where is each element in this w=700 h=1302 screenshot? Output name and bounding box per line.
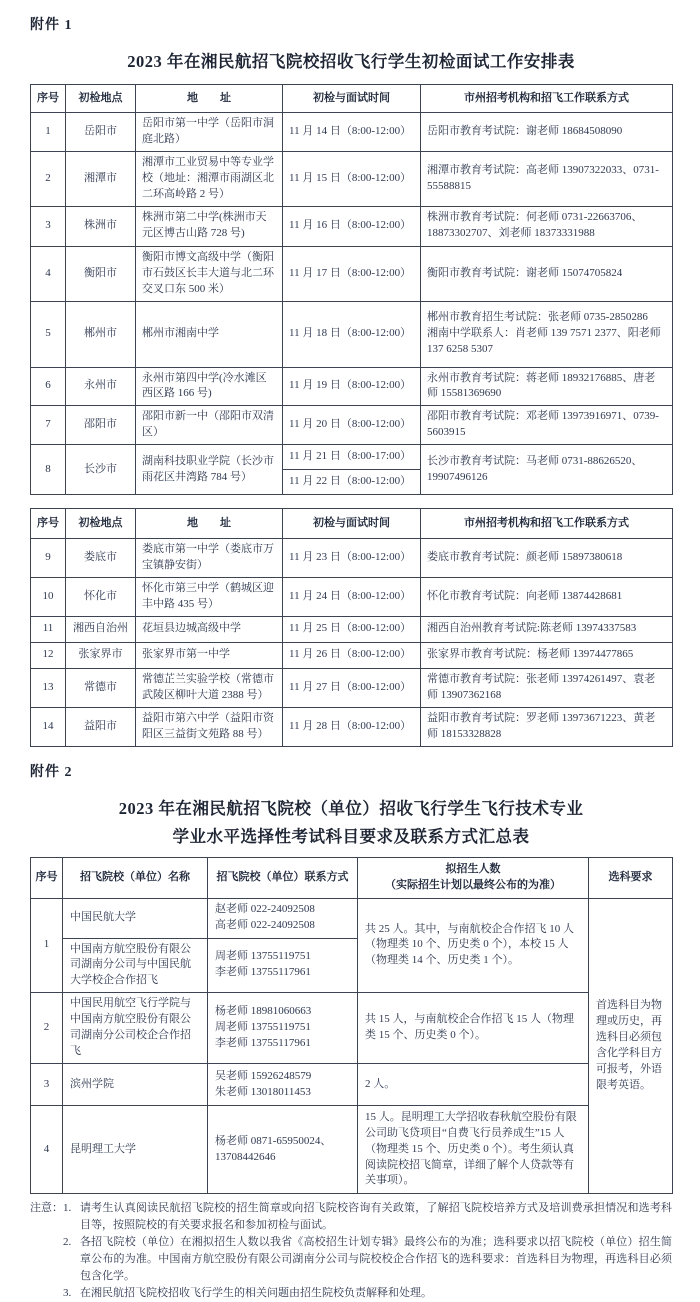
cell-no: 8 bbox=[31, 445, 66, 495]
contact-line: 杨老师 18981060663 bbox=[215, 1005, 312, 1018]
notes-list bbox=[63, 1200, 672, 1302]
cell-address: 株洲市第二中学(株洲市天元区博古山路 728 号) bbox=[136, 206, 283, 246]
cell-time: 11 月 25 日（8:00-12:00） bbox=[283, 616, 421, 642]
cell-place: 邵阳市 bbox=[66, 406, 136, 445]
cell-address: 益阳市第六中学（益阳市资阳区三益街文苑路 88 号） bbox=[136, 707, 283, 746]
cell-contact: 张家界市教育考试院：杨老师 13974477865 bbox=[421, 642, 673, 668]
time-slot-2: 11 月 22 日（8:00-12:00） bbox=[289, 475, 412, 488]
cell-no: 4 bbox=[31, 246, 66, 301]
cell-college-name: 中国民用航空飞行学院与中国南方航空股份有限公司湖南分公司校企合作招飞 bbox=[63, 993, 208, 1064]
note-number: 1. bbox=[63, 1202, 72, 1215]
table-row bbox=[31, 406, 673, 445]
table-header-row bbox=[31, 509, 673, 539]
table-row bbox=[31, 301, 673, 367]
cell-place: 娄底市 bbox=[66, 539, 136, 578]
header-cell-address: 地 址 bbox=[136, 85, 283, 113]
cell-address: 张家界市第一中学 bbox=[136, 642, 283, 668]
note-number: 2. bbox=[63, 1236, 72, 1249]
cell-address: 郴州市湘南中学 bbox=[136, 301, 283, 367]
cell-contact: 怀化市教育考试院：向老师 13874428681 bbox=[421, 578, 673, 617]
cell-elective-requirement: 首选科目为物理或历史，再选科目必须包含化学科目方可报考，外语限考英语。 bbox=[589, 898, 673, 1194]
cell-no: 1 bbox=[31, 898, 63, 993]
note-number: 3. bbox=[63, 1287, 72, 1300]
table-row bbox=[31, 707, 673, 746]
attachment-1-label: 附件 1 bbox=[30, 18, 73, 33]
header-cell-time: 初检与面试时间 bbox=[283, 509, 421, 539]
time-slot-1: 11 月 21 日（8:00-17:00） bbox=[283, 445, 420, 470]
table-row bbox=[31, 668, 673, 707]
cell-time: 11 月 26 日（8:00-12:00） bbox=[283, 642, 421, 668]
cell-college-contact bbox=[208, 938, 358, 993]
header-cell-elective: 选科要求 bbox=[589, 857, 673, 898]
cell-address: 怀化市第三中学（鹤城区迎丰中路 435 号） bbox=[136, 578, 283, 617]
header-cell-college-name: 招飞院校（单位）名称 bbox=[63, 857, 208, 898]
contact-line: 李老师 13755117961 bbox=[215, 1037, 311, 1050]
table-row bbox=[31, 898, 673, 938]
cell-time-split bbox=[283, 445, 421, 495]
table-header-row bbox=[31, 857, 673, 898]
header-cell-quota bbox=[358, 857, 589, 898]
header-cell-time: 初检与面试时间 bbox=[283, 85, 421, 113]
header-cell-place: 初检地点 bbox=[66, 85, 136, 113]
cell-no: 2 bbox=[31, 151, 66, 206]
table-row bbox=[31, 578, 673, 617]
cell-address: 永州市第四中学(冷水滩区西区路 166 号) bbox=[136, 367, 283, 406]
cell-place: 湘潭市 bbox=[66, 151, 136, 206]
schedule-table-1 bbox=[30, 84, 673, 495]
table-row bbox=[31, 1106, 673, 1194]
table-row bbox=[31, 367, 673, 406]
cell-college-name: 滨州学院 bbox=[63, 1064, 208, 1106]
cell-place: 张家界市 bbox=[66, 642, 136, 668]
cell-contact: 益阳市教育考试院：罗老师 13973671223、黄老师 18153328828 bbox=[421, 707, 673, 746]
cell-address: 衡阳市博文高级中学（衡阳市石鼓区长丰大道与北二环交叉口东 500 米） bbox=[136, 246, 283, 301]
table-row bbox=[31, 616, 673, 642]
header-cell-no: 序号 bbox=[31, 857, 63, 898]
cell-college-contact bbox=[208, 993, 358, 1064]
cell-place: 湘西自治州 bbox=[66, 616, 136, 642]
cell-no: 13 bbox=[31, 668, 66, 707]
header-cell-college-contact: 招飞院校（单位）联系方式 bbox=[208, 857, 358, 898]
attachment-2-label: 附件 2 bbox=[30, 764, 73, 780]
cell-time: 11 月 17 日（8:00-12:00） bbox=[283, 246, 421, 301]
cell-college-contact bbox=[208, 898, 358, 938]
cell-address: 岳阳市第一中学（岳阳市洞庭北路） bbox=[136, 113, 283, 152]
cell-quota: 共 15 人，与南航校企合作招飞 15 人（物理类 15 个、历史类 0 个）。 bbox=[358, 993, 589, 1064]
cell-quota: 共 25 人。其中，与南航校企合作招飞 10 人（物理类 10 个、历史类 0 个），本校 15 人（物理类 14 个、历史类 1 个）。 bbox=[358, 898, 589, 993]
cell-contact: 湘西自治州教育考试院:陈老师 13974337583 bbox=[421, 616, 673, 642]
cell-quota: 2 人。 bbox=[358, 1064, 589, 1106]
cell-time: 11 月 18 日（8:00-12:00） bbox=[283, 301, 421, 367]
cell-contact: 株洲市教育考试院：何老师 0731-22663706、18873302707、刘老师 18373331988 bbox=[421, 206, 673, 246]
table-row bbox=[31, 993, 673, 1064]
cell-no: 3 bbox=[31, 1064, 63, 1106]
cell-contact: 常德市教育考试院：张老师 13974261497、袁老师 13907362168 bbox=[421, 668, 673, 707]
header-cell-contact: 市州招考机构和招飞工作联系方式 bbox=[421, 509, 673, 539]
table-header-row bbox=[31, 85, 673, 113]
schedule-table-2 bbox=[30, 508, 673, 747]
cell-contact: 岳阳市教育考试院：谢老师 18684508090 bbox=[421, 113, 673, 152]
cell-address: 花垣县边城高级中学 bbox=[136, 616, 283, 642]
cell-no: 6 bbox=[31, 367, 66, 406]
cell-place: 岳阳市 bbox=[66, 113, 136, 152]
cell-place: 永州市 bbox=[66, 367, 136, 406]
cell-place: 怀化市 bbox=[66, 578, 136, 617]
cell-time: 11 月 28 日（8:00-12:00） bbox=[283, 707, 421, 746]
cell-address: 娄底市第一中学（娄底市万宝镇静安街） bbox=[136, 539, 283, 578]
table-gap bbox=[30, 495, 672, 508]
header-cell-contact: 市州招考机构和招飞工作联系方式 bbox=[421, 85, 673, 113]
cell-place: 常德市 bbox=[66, 668, 136, 707]
contact-line: 朱老师 13018011453 bbox=[215, 1085, 311, 1098]
cell-address: 常德芷兰实验学校（常德市武陵区柳叶大道 2388 号） bbox=[136, 668, 283, 707]
note-item bbox=[63, 1234, 672, 1285]
summary-table-title-line2: 学业水平选择性考试科目要求及联系方式汇总表 bbox=[172, 826, 530, 846]
cell-no: 9 bbox=[31, 539, 66, 578]
table-row bbox=[31, 1064, 673, 1106]
cell-contact: 娄底市教育考试院：颜老师 15897380618 bbox=[421, 539, 673, 578]
cell-address: 邵阳市新一中（邵阳市双清区） bbox=[136, 406, 283, 445]
cell-no: 11 bbox=[31, 616, 66, 642]
cell-address: 湖南科技职业学院（长沙市雨花区井湾路 784 号） bbox=[136, 445, 283, 495]
table-row bbox=[31, 151, 673, 206]
contact-line: 周老师 13755119751 bbox=[215, 1021, 311, 1034]
note-item bbox=[63, 1200, 672, 1234]
quota-header-line1: 拟招生人数 bbox=[445, 862, 501, 875]
schedule-table-title: 2023 年在湘民航招飞院校招收飞行学生初检面试工作安排表 bbox=[127, 52, 575, 71]
cell-time: 11 月 16 日（8:00-12:00） bbox=[283, 206, 421, 246]
cell-address: 湘潭市工业贸易中等专业学校（地址：湘潭市雨湖区北二环高岭路 2 号） bbox=[136, 151, 283, 206]
cell-place: 长沙市 bbox=[66, 445, 136, 495]
cell-no: 14 bbox=[31, 707, 66, 746]
quota-header-line2: （实际招生计划以最终公布的为准） bbox=[385, 878, 561, 891]
cell-time: 11 月 24 日（8:00-12:00） bbox=[283, 578, 421, 617]
table-row bbox=[31, 113, 673, 152]
cell-contact: 长沙市教育考试院：马老师 0731-88626520、19907496126 bbox=[421, 445, 673, 495]
contact-line: 湘南中学联系人：肖老师 139 7571 2377、阳老师 137 6258 5307 bbox=[427, 327, 661, 355]
contact-line: 赵老师 022-24092508 bbox=[215, 903, 315, 916]
table-row bbox=[31, 445, 673, 495]
cell-contact: 邵阳市教育考试院：邓老师 13973916971、0739-5603915 bbox=[421, 406, 673, 445]
cell-no: 1 bbox=[31, 113, 66, 152]
note-text: 请考生认真阅读民航招飞院校的招生简章或向招飞院校咨询有关政策，了解招飞院校培养方式及培训费承担情况和选考科目等，按照院校的有关要求报名和参加初检与面试。 bbox=[80, 1202, 672, 1232]
notes-label: 注意： bbox=[30, 1202, 63, 1215]
header-cell-no: 序号 bbox=[31, 85, 66, 113]
note-text: 在湘民航招飞院校招收飞行学生的相关问题由招生院校负责解释和处理。 bbox=[80, 1287, 432, 1300]
cell-college-name: 昆明理工大学 bbox=[63, 1106, 208, 1194]
contact-line: 郴州市教育招生考试院：张老师 0735-2850286 bbox=[427, 311, 648, 324]
cell-contact: 湘潭市教育考试院：高老师 13907322033、0731-55588815 bbox=[421, 151, 673, 206]
cell-no: 10 bbox=[31, 578, 66, 617]
notes-section bbox=[30, 1200, 672, 1302]
table-row bbox=[31, 539, 673, 578]
header-cell-address: 地 址 bbox=[136, 509, 283, 539]
college-summary-table bbox=[30, 857, 673, 1194]
cell-college-contact bbox=[208, 1064, 358, 1106]
cell-time: 11 月 20 日（8:00-12:00） bbox=[283, 406, 421, 445]
table-row bbox=[31, 642, 673, 668]
contact-line: 李老师 13755117961 bbox=[215, 966, 311, 979]
contact-line: 周老师 13755119751 bbox=[215, 950, 311, 963]
cell-no: 3 bbox=[31, 206, 66, 246]
cell-no: 5 bbox=[31, 301, 66, 367]
table-row bbox=[31, 206, 673, 246]
cell-contact bbox=[421, 301, 673, 367]
cell-time: 11 月 23 日（8:00-12:00） bbox=[283, 539, 421, 578]
cell-time: 11 月 15 日（8:00-12:00） bbox=[283, 151, 421, 206]
cell-no: 12 bbox=[31, 642, 66, 668]
note-text: 各招飞院校（单位）在湘拟招生人数以我省《高校招生计划专辑》最终公布的为准；选科要求以招飞院校（单位）招生简章公布的为准。中国南方航空股份有限公司湖南分公司与院校校企合作招飞的选科要求：首选科目为物理，再选科目必须包含化学。 bbox=[80, 1236, 672, 1283]
table-row bbox=[31, 246, 673, 301]
note-item bbox=[63, 1285, 672, 1302]
cell-time: 11 月 19 日（8:00-12:00） bbox=[283, 367, 421, 406]
cell-place: 株洲市 bbox=[66, 206, 136, 246]
section-gap bbox=[30, 747, 672, 761]
cell-college-contact: 杨老师 0871-65950024、13708442646 bbox=[208, 1106, 358, 1194]
cell-no: 2 bbox=[31, 993, 63, 1064]
cell-place: 益阳市 bbox=[66, 707, 136, 746]
cell-place: 衡阳市 bbox=[66, 246, 136, 301]
cell-time: 11 月 14 日（8:00-12:00） bbox=[283, 113, 421, 152]
summary-table-title-line1: 2023 年在湘民航招飞院校（单位）招收飞行学生飞行技术专业 bbox=[118, 798, 584, 818]
contact-line: 高老师 022-24092508 bbox=[215, 919, 315, 931]
cell-no: 7 bbox=[31, 406, 66, 445]
contact-line: 吴老师 15926248579 bbox=[215, 1069, 312, 1082]
cell-place: 郴州市 bbox=[66, 301, 136, 367]
cell-college-name: 中国南方航空股份有限公司湖南分公司与中国民航大学校企合作招飞 bbox=[63, 938, 208, 993]
cell-quota: 15 人。昆明理工大学招收春秋航空股份有限公司助飞贷项目“自费飞行员养成生”15 人（物理类 15 个、历史类 0 个）。考生须认真阅读院校招飞简章，详细了解个人贷款等有关事项）。 bbox=[358, 1106, 589, 1194]
cell-contact: 衡阳市教育考试院：谢老师 15074705824 bbox=[421, 246, 673, 301]
cell-contact: 永州市教育考试院：蒋老师 18932176885、唐老师 15581369690 bbox=[421, 367, 673, 406]
header-cell-place: 初检地点 bbox=[66, 509, 136, 539]
cell-college-name: 中国民航大学 bbox=[63, 898, 208, 938]
header-cell-no: 序号 bbox=[31, 509, 66, 539]
cell-no: 4 bbox=[31, 1106, 63, 1194]
cell-time: 11 月 27 日（8:00-12:00） bbox=[283, 668, 421, 707]
